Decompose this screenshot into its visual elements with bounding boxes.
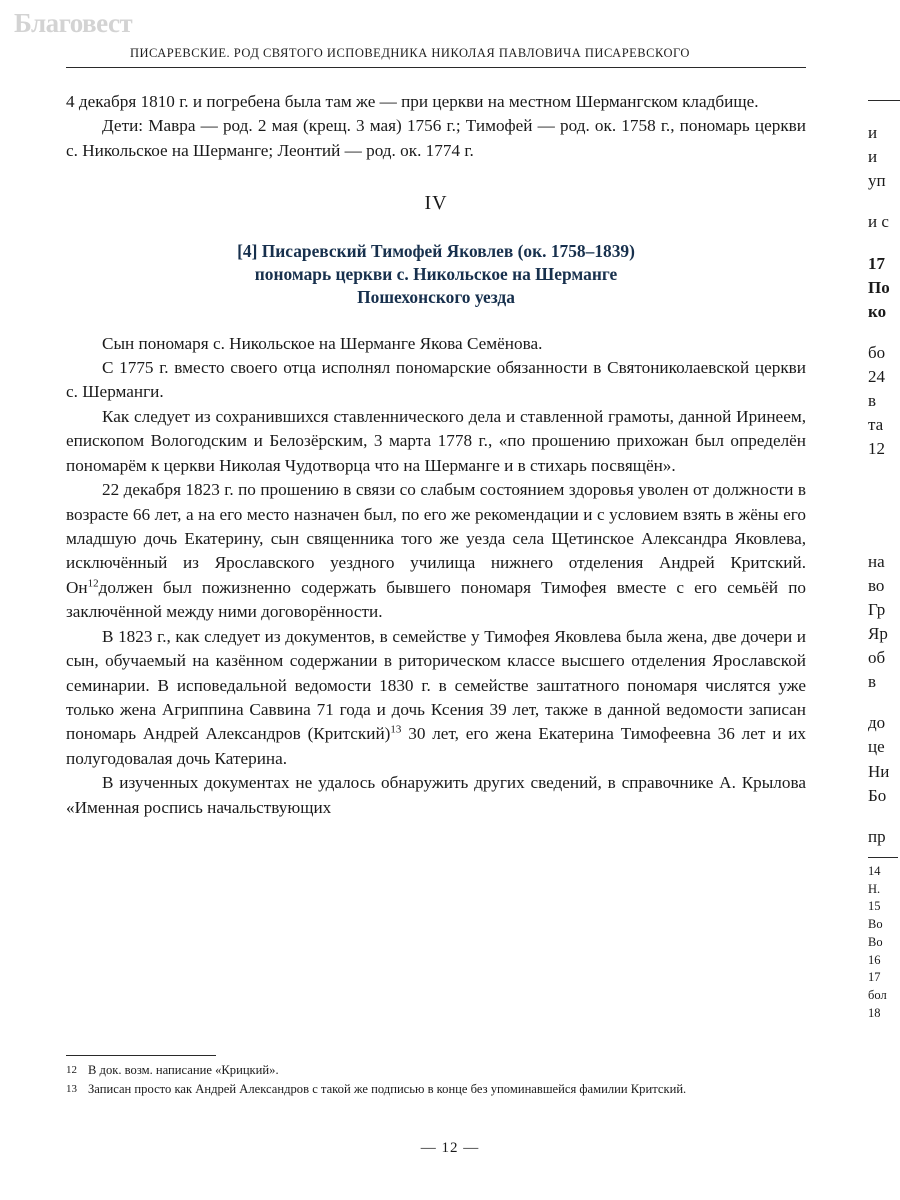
text-column (66, 90, 806, 820)
paragraph-family-part-2: 30 лет, его жена Екатерина Тимофеевна 36 лет и их полугодовалая дочь Катерина. (66, 724, 807, 768)
sliver-line: и (868, 147, 878, 167)
paragraph-retirement (66, 478, 806, 625)
sliver-line: в (868, 672, 877, 692)
sliver-footnote-line: 17 (868, 970, 881, 985)
main-page-block (58, 46, 818, 1166)
sliver-line: ко (868, 301, 887, 321)
subject-heading-line-2: пономарь церкви с. Никольское на Шерманге (254, 263, 618, 284)
footnote-number: 12 (66, 1064, 77, 1076)
sliver-gap (868, 324, 900, 341)
section-number: IV (424, 192, 448, 215)
sliver-line: По (868, 277, 890, 297)
sliver-line: Бо (868, 785, 887, 805)
paragraph-family-part-1: В 1823 г., как следует из документов, в семействе у Тимофея Яковлева была жена, две дочери и сын, обучаемый на казённом содержании в риторическом классе высшего отделения Ярославской семинарии. В исповедальной ведомости 1830 г. в семействе заштатного пономаря числятся уже только жена Агриппина Саввина 71 года и дочь Ксения 39 лет, также в данной ведомости записан пономарь Андрей Александров (Критский) (66, 626, 806, 744)
subject-heading-line-1: [4] Писаревский Тимофей Яковлев (ок. 1758–1839) (237, 240, 635, 261)
sliver-footnote-line: Во (868, 917, 883, 932)
paragraph-parentage: Сын пономаря с. Никольское на Шерманге Якова Семёнова. (102, 333, 543, 353)
watermark-logo: Благовест (14, 8, 133, 38)
footnote-ref-12[interactable]: 12 (87, 577, 99, 590)
sliver-line: на (868, 551, 885, 571)
sliver-line: пр (868, 826, 886, 846)
sliver-gap (868, 808, 900, 825)
sliver-footnote-line: Во (868, 934, 883, 949)
sliver-footnote-line: 18 (868, 1005, 881, 1020)
next-page-sliver (868, 100, 900, 1110)
footnote-text: В док. возм. написание «Крицкий». (88, 1063, 279, 1077)
header-rule (66, 67, 806, 68)
sliver-gap (868, 694, 900, 711)
footnote-rule (66, 1055, 216, 1056)
page-number: — 12 — (420, 1140, 480, 1156)
sliver-line: во (868, 575, 885, 595)
sliver-footnote-line: бол (868, 988, 887, 1003)
sliver-line: и с (868, 212, 889, 232)
footnote-number: 13 (66, 1082, 77, 1095)
sliver-line: 24 (868, 367, 885, 386)
sliver-line: Гр (868, 599, 886, 619)
next-page-header-rule (868, 100, 900, 101)
paragraph-continuation: 4 декабря 1810 г. и погребена была там же — при церкви на местном Шермангском кладбище. (66, 92, 759, 111)
subject-heading-line-3: Пошехонского уезда (357, 287, 515, 308)
sliver-gap (868, 235, 900, 252)
sliver-line: бо (868, 342, 886, 362)
sliver-line: Яр (868, 623, 888, 643)
sliver-line: 12 (868, 439, 885, 459)
footnote-item (66, 1081, 808, 1098)
sliver-line: та (868, 415, 884, 435)
sliver-gap (868, 193, 900, 210)
footnote-block (66, 1055, 808, 1099)
sliver-line: 17 (868, 253, 885, 273)
footnote-item (66, 1062, 808, 1079)
sliver-footnote-line: 14 (868, 863, 881, 878)
sliver-footnote-line: Н. (868, 881, 881, 896)
paragraph-service-start: С 1775 г. вместо своего отца исполнял пономарские обязанности в Святониколаевской церкви с. Шерманги. (66, 358, 806, 402)
sliver-line: це (868, 737, 885, 757)
sliver-line: до (868, 713, 886, 733)
sliver-line: в (868, 391, 877, 411)
sliver-footnote-line: 16 (868, 952, 881, 967)
sliver-line: Ни (868, 761, 890, 781)
sliver-line: уп (868, 171, 886, 191)
footnote-text: Записан просто как Андрей Александров с такой же подписью в конце без упоминавшейся фамилии Критский. (88, 1081, 687, 1096)
paragraph-children: Дети: Мавра — род. 2 мая (крещ. 3 мая) 1756 г.; Тимофей — род. ок. 1758 г., пономарь церкви с. Никольское на Шерманге; Леонтий — род. ок. 1774 г. (66, 116, 806, 160)
running-head: ПИСАРЕВСКИЕ. РОД СВЯТОГО ИСПОВЕДНИКА НИКОЛАЯ ПАВЛОВИЧА ПИСАРЕВСКОГО (130, 46, 690, 60)
footnote-ref-13[interactable]: 13 (390, 723, 402, 736)
paragraph-sources: В изученных документах не удалось обнаружить других сведений, в справочнике А. Крылова «Именная роспись начальствующих (66, 773, 806, 817)
sliver-footnote-rule (868, 857, 898, 858)
paragraph-charter: Как следует из сохранившихся ставленнического дела и ставленной грамоты, данной Иринеем, епископом Вологодским и Белозёрским, 3 марта 1778 г., «по прошению прихожан был определён пономарём к церкви Николая Чудотворца что на Шерманге и в стихарь посвящён». (66, 406, 806, 475)
paragraph-retirement-part-2: должен был пожизненно содержать бывшего пономаря Тимофея вместе с его семьёй по заключённой между ними договорённости. (66, 577, 806, 622)
sliver-footnote-line: 15 (868, 899, 881, 914)
paragraph-retirement-part-1: 22 декабря 1823 г. по прошению в связи со слабым состоянием здоровья уволен от должности в возрасте 66 лет, а на его место назначен был, по его же рекомендации и с условием взять в жёны его младшую дочь Екатерину, сын священника того же уезда села Щетинское Александра Яковлева, исключённый из Ярославского уездного училища нижнего отделения Андрей Критский. Он (66, 480, 806, 597)
subject-heading (66, 240, 806, 310)
paragraph-family (66, 625, 806, 772)
sliver-line: об (868, 648, 886, 667)
sliver-gap (868, 462, 900, 550)
sliver-line: и (868, 123, 878, 142)
